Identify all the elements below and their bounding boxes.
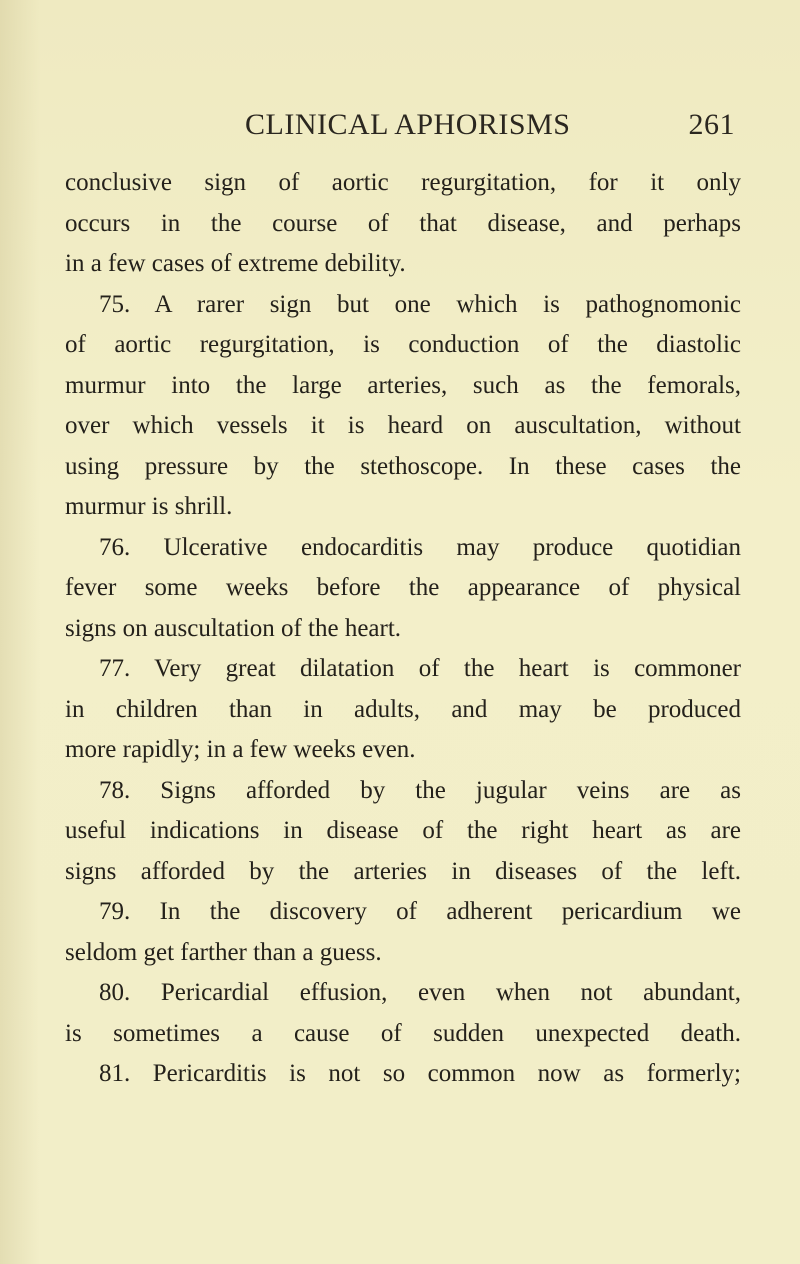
text-line: over which vessels it is heard on auscultation, without bbox=[65, 412, 741, 439]
page-header bbox=[245, 108, 735, 148]
text-line: in children than in adults, and may be produced bbox=[65, 695, 741, 723]
aphorism-79: 79. In the discovery of adherent pericardium we bbox=[99, 898, 741, 925]
aphorism-81: 81. Pericarditis is not so common now as formerly; bbox=[99, 1060, 741, 1087]
text-line: conclusive sign of aortic regurgitation, for it only bbox=[65, 169, 741, 196]
text-line: using pressure by the stethoscope. In these cases the bbox=[65, 452, 741, 480]
aphorism-77: 77. Very great dilatation of the heart is commoner bbox=[99, 655, 741, 682]
text-line: signs afforded by the arteries in diseases of the left. bbox=[65, 857, 741, 885]
aphorism-80: 80. Pericardial effusion, even when not abundant, bbox=[99, 979, 741, 1006]
text-line: murmur is shrill. bbox=[65, 493, 233, 520]
text-line: fever some weeks before the appearance of physical bbox=[65, 574, 741, 601]
text-line: seldom get farther than a guess. bbox=[65, 938, 382, 966]
text-line: more rapidly; in a few weeks even. bbox=[65, 736, 416, 763]
text-line: of aortic regurgitation, is conduction of the diastolic bbox=[65, 331, 741, 358]
page-number: 261 bbox=[688, 108, 735, 141]
text-line: in a few cases of extreme debility. bbox=[65, 250, 406, 277]
text-line: occurs in the course of that disease, and perhaps bbox=[65, 209, 741, 237]
aphorism-76: 76. Ulcerative endocarditis may produce quotidian bbox=[99, 533, 741, 561]
text-line: murmur into the large arteries, such as the femorals, bbox=[65, 371, 741, 399]
running-title: CLINICAL APHORISMS bbox=[245, 108, 571, 141]
aphorism-78: 78. Signs afforded by the jugular veins are as bbox=[99, 776, 741, 804]
text-line: signs on auscultation of the heart. bbox=[65, 614, 402, 642]
text-line: useful indications in disease of the right heart as are bbox=[65, 817, 741, 844]
text-line: is sometimes a cause of sudden unexpected death. bbox=[65, 1019, 741, 1047]
body-text bbox=[65, 163, 741, 1095]
aphorism-75: 75. A rarer sign but one which is pathognomonic bbox=[99, 290, 741, 318]
page-gutter-shadow bbox=[0, 0, 40, 1264]
